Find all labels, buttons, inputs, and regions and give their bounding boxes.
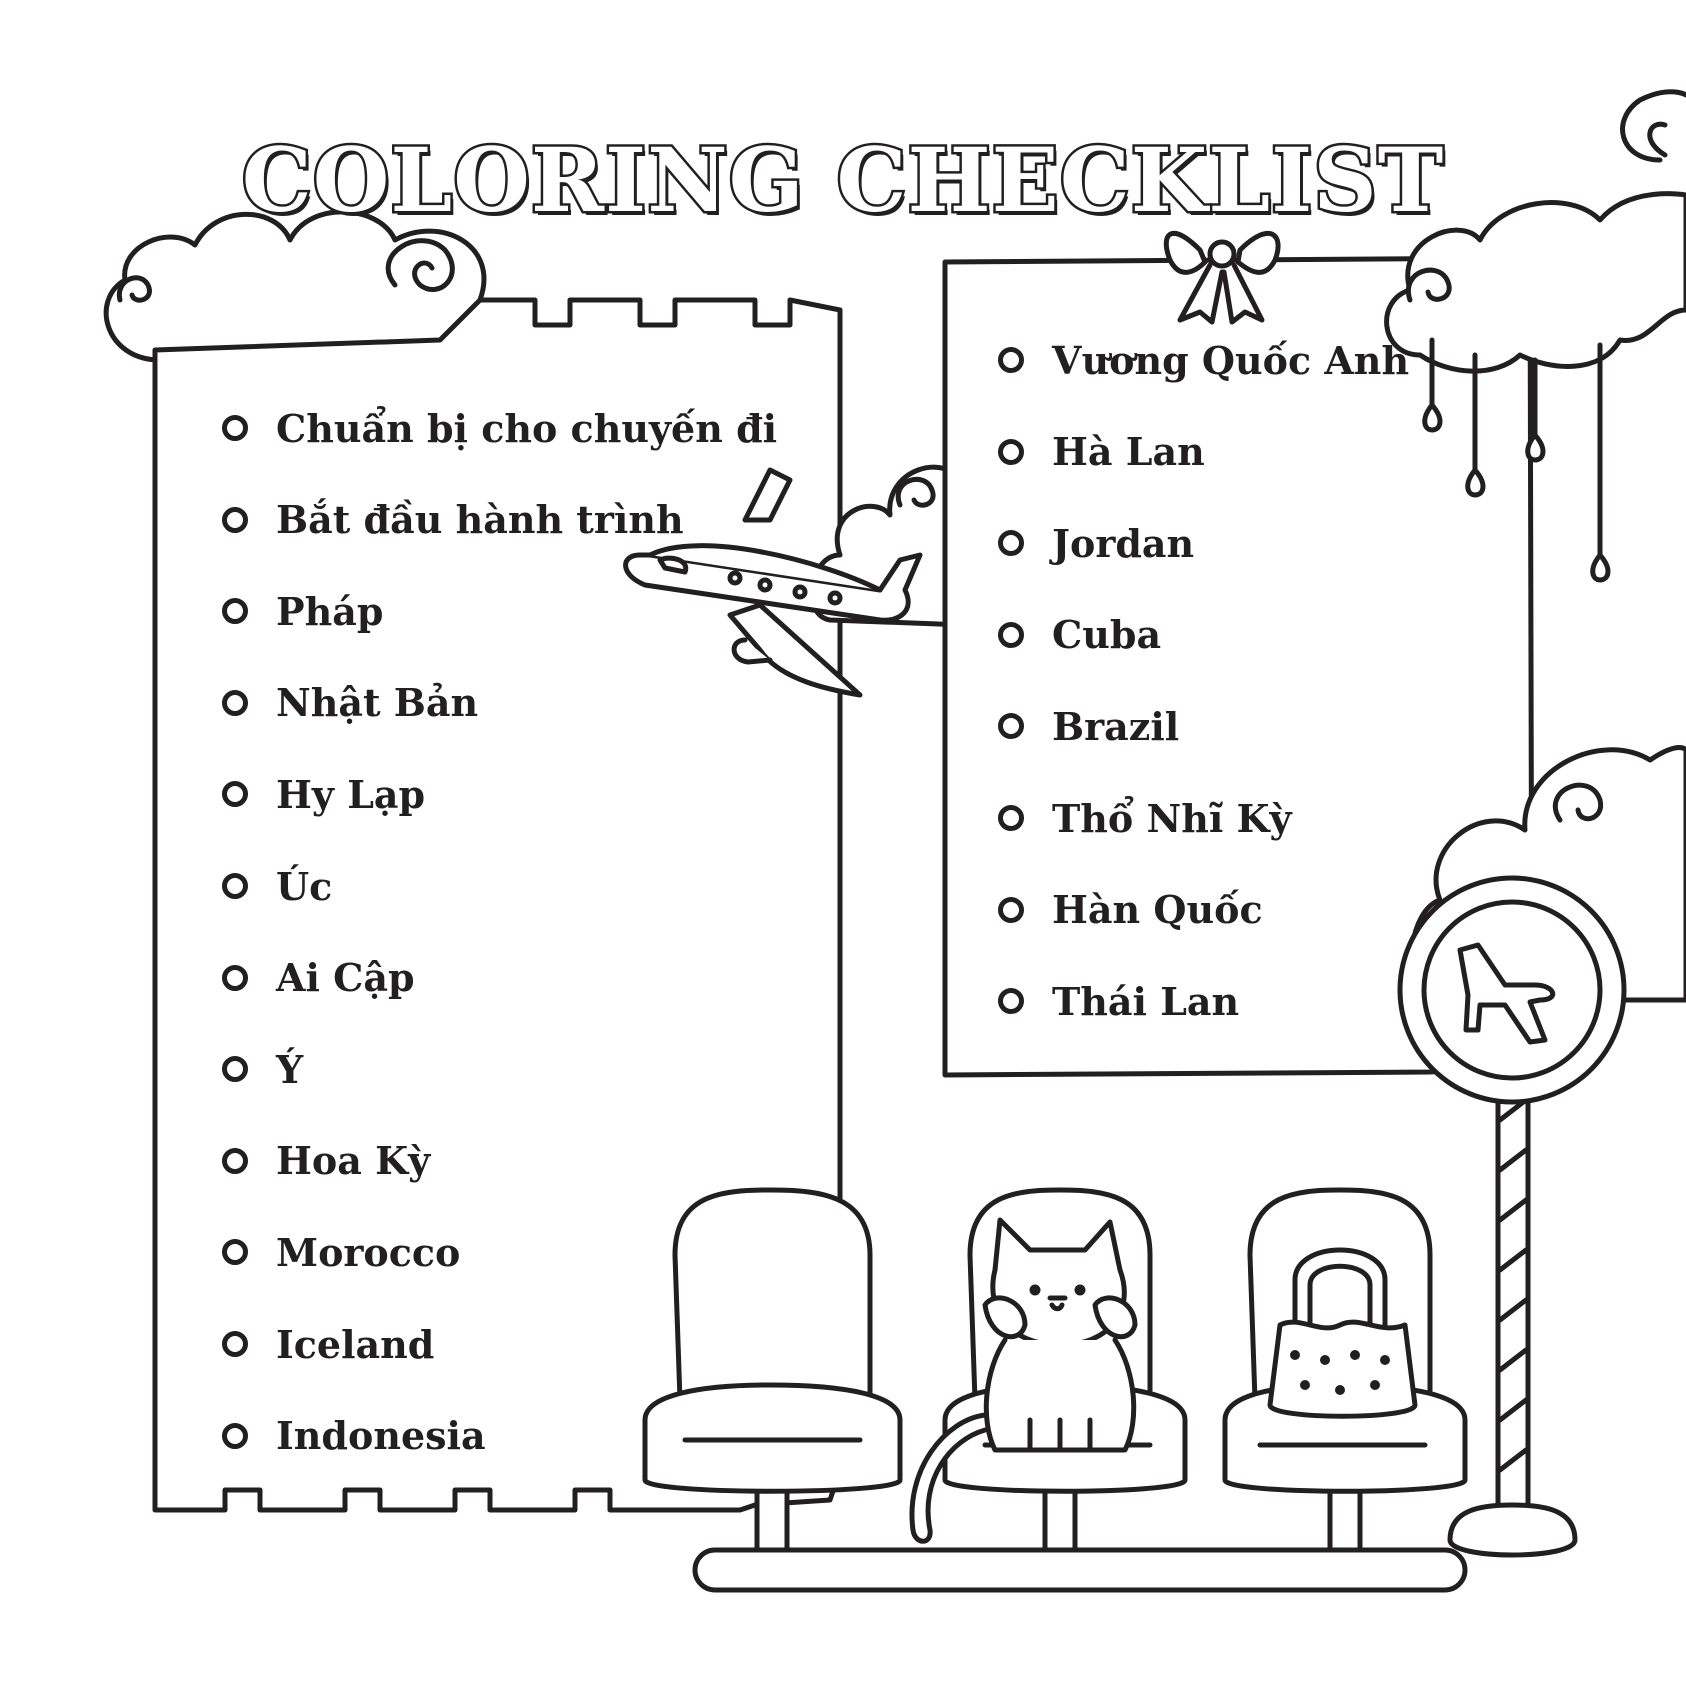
checklist-item-label: Pháp (276, 588, 384, 634)
checklist-item-label: Chuẩn bị cho chuyến đi (276, 405, 778, 451)
checkbox-circle[interactable] (222, 965, 248, 991)
checkbox-circle[interactable] (998, 530, 1024, 556)
checkbox-circle[interactable] (222, 415, 248, 441)
checklist-item[interactable] (222, 1314, 434, 1374)
checkbox-circle[interactable] (998, 347, 1024, 373)
checklist-item[interactable] (998, 422, 1205, 482)
checkbox-circle[interactable] (998, 988, 1024, 1014)
checklist-item[interactable] (998, 788, 1292, 848)
checkbox-circle[interactable] (222, 1423, 248, 1449)
checkbox-circle[interactable] (222, 1056, 248, 1082)
checklist-item[interactable] (222, 581, 383, 641)
checklist-item-label: Jordan (1052, 520, 1195, 566)
checklist-item[interactable] (998, 513, 1194, 573)
checklist-item-label: Vương Quốc Anh (1052, 337, 1410, 383)
checklist-item[interactable] (222, 1406, 486, 1466)
checkbox-circle[interactable] (222, 873, 248, 899)
seat-icon (645, 1190, 900, 1491)
checklist-item[interactable] (222, 948, 415, 1008)
checklist-item-label: Hy Lạp (276, 771, 426, 817)
checklist-item[interactable] (998, 605, 1161, 665)
checklist-item-label: Brazil (1052, 703, 1180, 749)
checklist-item-label: Thái Lan (1052, 978, 1240, 1024)
checklist-item[interactable] (222, 856, 332, 916)
checkbox-circle[interactable] (998, 805, 1024, 831)
checklist-item-label: Ai Cập (276, 955, 415, 1001)
checklist-item-label: Cuba (1052, 612, 1162, 658)
checkbox-circle[interactable] (222, 507, 248, 533)
checkbox-circle[interactable] (222, 781, 248, 807)
checklist-item-label: Morocco (276, 1229, 461, 1275)
checklist-item-label: Ý (276, 1046, 304, 1092)
checklist-item[interactable] (222, 1222, 460, 1282)
checklist-item-label: Hà Lan (1052, 429, 1205, 475)
checklist-item[interactable] (222, 398, 777, 458)
checklist-item[interactable] (222, 1039, 303, 1099)
checklist-item-label: Nhật Bản (276, 680, 479, 726)
checklist-item[interactable] (222, 673, 478, 733)
checklist-item-label: Úc (276, 863, 333, 909)
checklist-item[interactable] (222, 764, 425, 824)
checkbox-circle[interactable] (998, 439, 1024, 465)
checkbox-circle[interactable] (222, 1331, 248, 1357)
checklist-item-label: Bắt đầu hành trình (276, 497, 684, 543)
checkbox-circle[interactable] (222, 690, 248, 716)
checkbox-circle[interactable] (222, 1239, 248, 1265)
checklist-item[interactable] (998, 971, 1239, 1031)
checklist-item-label: Indonesia (276, 1413, 486, 1459)
checkbox-circle[interactable] (998, 713, 1024, 739)
checklist-item[interactable] (998, 880, 1263, 940)
checklist-item-label: Hoa Kỳ (276, 1138, 431, 1184)
checklist-item[interactable] (998, 696, 1179, 756)
checklist-item[interactable] (222, 490, 684, 550)
checkbox-circle[interactable] (998, 622, 1024, 648)
checklist-item[interactable] (222, 1131, 430, 1191)
checklist-item-label: Hàn Quốc (1052, 887, 1263, 933)
checklist-item[interactable] (998, 330, 1409, 390)
checkbox-circle[interactable] (998, 897, 1024, 923)
checklist-item-label: Thổ Nhĩ Kỳ (1052, 795, 1292, 841)
checkbox-circle[interactable] (222, 1148, 248, 1174)
cloud-icon (106, 212, 484, 360)
checklist-item-label: Iceland (276, 1321, 435, 1367)
page-title: COLORING CHECKLIST (241, 128, 1445, 232)
checkbox-circle[interactable] (222, 598, 248, 624)
